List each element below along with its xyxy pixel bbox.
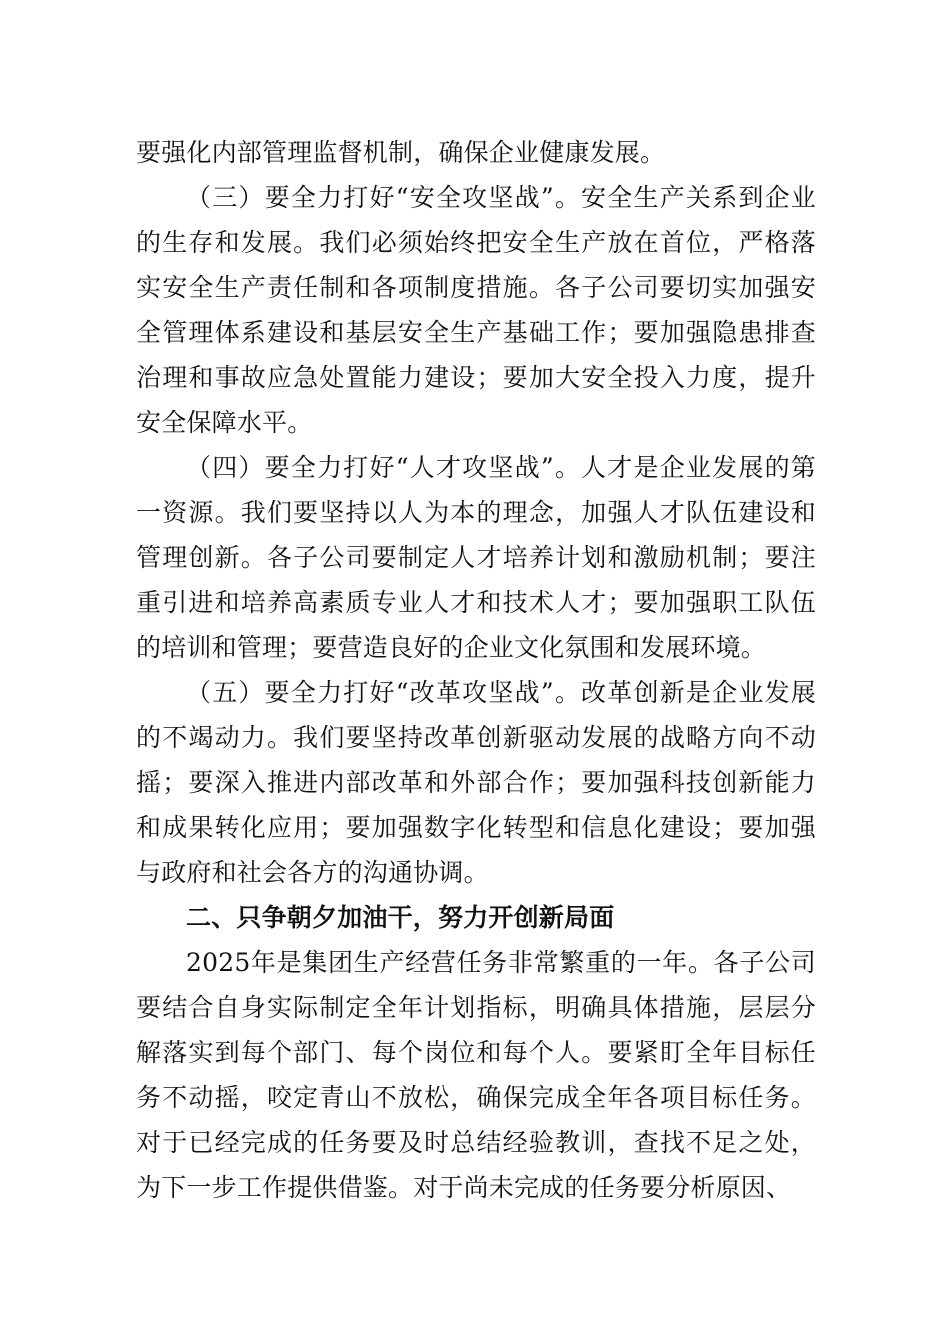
- paragraph-2025-tasks: 2025年是集团生产经营任务非常繁重的一年。各子公司要结合自身实际制定全年计划指标，明确具体措施，层层分解落实到每个部门、每个岗位和每个人。要紧盯全年目标任务不动摇，咬定青山不放松，确保完成全年各项目标任务。对于已经完成的任务要及时总结经验教训，查找不足之处，为下一步工作提供借鉴。对于尚未完成的任务要分析原因、: [136, 948, 816, 1202]
- paragraph-continuation: 要强化内部管理监督机制，确保企业健康发展。: [136, 138, 666, 167]
- paragraph-safety: （三）要全力打好“安全攻坚战”。安全生产关系到企业的生存和发展。我们必须始终把安全生产放在首位，严格落实安全生产责任制和各项制度措施。各子公司要切实加强安全管理体系建设和基层安全生产基础工作；要加强隐患排查治理和事故应急处置能力建设；要加大安全投入力度，提升安全保障水平。: [136, 183, 816, 437]
- section-heading: 二、只争朝夕加油干，努力开创新局面: [186, 903, 615, 932]
- paragraph-reform: （五）要全力打好“改革攻坚战”。改革创新是企业发展的不竭动力。我们要坚持改革创新驱动发展的战略方向不动摇；要深入推进内部改革和外部合作；要加强科技创新能力和成果转化应用；要加强数字化转型和信息化建设；要加强与政府和社会各方的沟通协调。: [136, 678, 816, 887]
- document-body: [136, 130, 816, 1210]
- paragraph-talent: （四）要全力打好“人才攻坚战”。人才是企业发展的第一资源。我们要坚持以人为本的理念，加强人才队伍建设和管理创新。各子公司要制定人才培养计划和激励机制；要注重引进和培养高素质专业人才和技术人才；要加强职工队伍的培训和管理；要营造良好的企业文化氛围和发展环境。: [136, 453, 816, 662]
